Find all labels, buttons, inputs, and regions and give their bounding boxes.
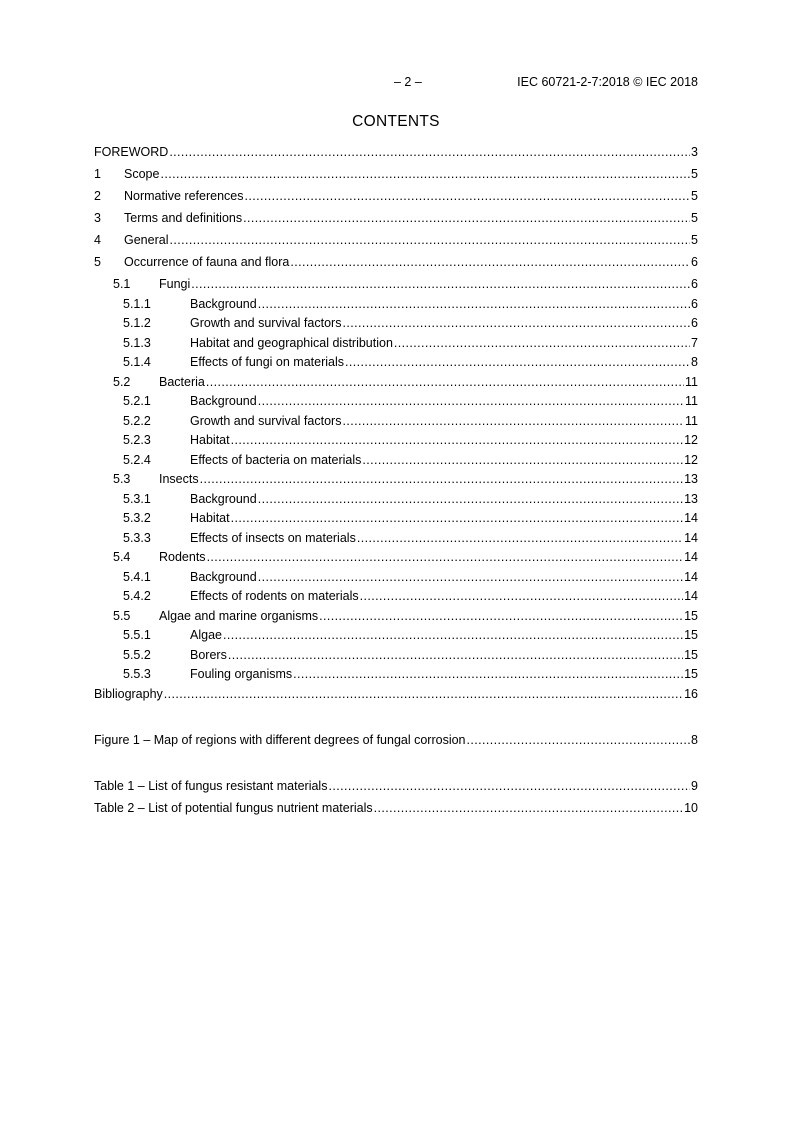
table-of-contents: [94, 144, 698, 822]
toc-dot-leader: [206, 374, 684, 390]
toc-entry-page: 11: [685, 413, 698, 428]
toc-entry[interactable]: [94, 276, 698, 296]
toc-entry-number: 5.1.4: [123, 355, 151, 369]
toc-entry-page: 8: [691, 355, 698, 369]
toc-entry[interactable]: [94, 627, 698, 647]
toc-entry-number: 5.4.2: [123, 589, 151, 603]
toc-spacer: [94, 754, 698, 778]
toc-entry[interactable]: [94, 432, 698, 452]
toc-entry-page: 14: [684, 511, 698, 525]
toc-entry-title: Effects of fungi on materials: [190, 355, 345, 369]
toc-entry-page: 8: [691, 732, 698, 747]
toc-entry-title: Algae and marine organisms: [159, 608, 319, 623]
toc-entry-page: 6: [691, 255, 698, 269]
toc-entry[interactable]: [94, 144, 698, 166]
toc-entry-number: 2: [94, 189, 101, 203]
toc-entry-title: Table 2 – List of potential fungus nutrient materials: [94, 800, 373, 815]
toc-entry-page: 16: [684, 686, 698, 701]
toc-dot-leader: [258, 569, 683, 585]
toc-dot-leader: [374, 800, 683, 816]
toc-entry-title: Borers: [190, 647, 227, 662]
toc-entry-title: FOREWORD: [94, 145, 169, 159]
toc-entry[interactable]: [94, 335, 698, 355]
toc-dot-leader: [200, 471, 683, 487]
toc-entry-title: Fouling organisms: [190, 667, 293, 681]
toc-section-list: [94, 144, 698, 708]
toc-entry-number: 5.3: [113, 472, 131, 486]
toc-dot-leader: [245, 188, 691, 204]
toc-entry[interactable]: [94, 393, 698, 413]
toc-entry-page: 15: [684, 608, 698, 623]
toc-entry-title: Effects of bacteria on materials: [190, 452, 362, 467]
toc-dot-leader: [328, 778, 690, 794]
toc-entry-number: 5.5.2: [123, 647, 151, 662]
toc-entry-page: 15: [684, 667, 698, 681]
toc-entry-page: 5: [691, 211, 698, 225]
toc-dot-leader: [160, 166, 690, 182]
toc-entry-number: 5.4.1: [123, 569, 151, 584]
toc-entry[interactable]: [94, 732, 698, 754]
toc-entry-page: 3: [691, 145, 698, 159]
toc-entry[interactable]: [94, 778, 698, 800]
toc-entry-page: 14: [684, 589, 698, 603]
toc-entry-title: Background: [190, 491, 257, 506]
toc-entry-page: 5: [691, 233, 698, 247]
toc-entry-page: 12: [684, 452, 698, 467]
toc-entry-title: Occurrence of fauna and flora: [124, 255, 290, 269]
toc-entry[interactable]: [94, 549, 698, 569]
toc-entry-number: 5.2.1: [123, 394, 151, 408]
toc-entry-page: 6: [691, 277, 698, 291]
toc-dot-leader: [258, 296, 690, 312]
toc-entry-page: 5: [691, 189, 698, 203]
toc-dot-leader: [258, 491, 683, 507]
toc-entry-title: Growth and survival factors: [190, 316, 342, 330]
toc-dot-leader: [169, 232, 690, 248]
toc-entry-number: 5.2.3: [123, 433, 151, 447]
toc-dot-leader: [342, 413, 684, 429]
toc-entry[interactable]: [94, 471, 698, 491]
toc-entry[interactable]: [94, 686, 698, 708]
toc-entry-page: 14: [684, 530, 698, 545]
toc-entry-number: 5.4: [113, 550, 131, 564]
toc-entry-number: 3: [94, 211, 101, 225]
toc-entry-number: 5.2.2: [123, 413, 151, 428]
toc-dot-leader: [258, 393, 684, 409]
toc-dot-leader: [231, 432, 683, 448]
document-id: IEC 60721-2-7:2018 © IEC 2018: [517, 75, 698, 89]
toc-entry-page: 5: [691, 167, 698, 181]
toc-entry-page: 6: [691, 296, 698, 311]
toc-entry-title: Bibliography: [94, 686, 163, 701]
toc-entry-title: Bacteria: [159, 374, 205, 389]
toc-entry-page: 13: [684, 491, 698, 506]
toc-dot-leader: [362, 452, 683, 468]
toc-dot-leader: [169, 144, 690, 160]
toc-entry-title: Scope: [124, 167, 160, 181]
toc-entry-title: Rodents: [159, 550, 206, 564]
toc-entry[interactable]: [94, 315, 698, 335]
toc-entry-page: 10: [684, 800, 698, 815]
toc-dot-leader: [345, 354, 690, 370]
toc-entry[interactable]: [94, 510, 698, 530]
toc-dot-leader: [223, 627, 683, 643]
toc-entry[interactable]: [94, 530, 698, 550]
toc-dot-leader: [293, 666, 683, 682]
toc-entry-page: 14: [684, 569, 698, 584]
toc-entry-title: Figure 1 – Map of regions with different degrees of fungal corrosion: [94, 732, 466, 747]
toc-dot-leader: [357, 530, 683, 546]
toc-entry-title: Terms and definitions: [124, 211, 243, 225]
toc-entry-title: Habitat: [190, 511, 230, 525]
toc-entry[interactable]: [94, 188, 698, 210]
toc-entry-number: 5.2.4: [123, 452, 151, 467]
toc-dot-leader: [228, 647, 683, 663]
toc-entry-number: 5: [94, 255, 101, 269]
toc-dot-leader: [360, 588, 683, 604]
toc-dot-leader: [207, 549, 684, 565]
toc-entry[interactable]: [94, 491, 698, 511]
page-header: [94, 75, 698, 93]
toc-dot-leader: [191, 276, 690, 292]
toc-dot-leader: [467, 732, 691, 748]
toc-entry[interactable]: [94, 296, 698, 316]
toc-entry[interactable]: [94, 374, 698, 394]
toc-entry-title: Table 1 – List of fungus resistant materials: [94, 778, 328, 793]
toc-entry-title: Insects: [159, 472, 199, 486]
toc-entry[interactable]: [94, 608, 698, 628]
toc-entry-number: 5.1: [113, 277, 131, 291]
toc-entry-number: 1: [94, 167, 101, 181]
toc-entry-title: Habitat and geographical distribution: [190, 335, 393, 350]
toc-dot-leader: [164, 686, 683, 702]
toc-entry-number: 5.5.1: [123, 628, 151, 642]
toc-entry-title: Growth and survival factors: [190, 413, 342, 428]
toc-entry-title: Algae: [190, 628, 222, 642]
toc-entry-page: 14: [684, 550, 698, 564]
toc-entry[interactable]: [94, 210, 698, 232]
toc-entry-title: Normative references: [124, 189, 244, 203]
toc-entry[interactable]: [94, 569, 698, 589]
toc-entry-title: Background: [190, 569, 257, 584]
toc-entry-title: Effects of rodents on materials: [190, 589, 359, 603]
toc-entry-title: Effects of insects on materials: [190, 530, 356, 545]
toc-entry[interactable]: [94, 647, 698, 667]
toc-entry-page: 15: [684, 628, 698, 642]
toc-entry-title: Habitat: [190, 433, 230, 447]
toc-entry[interactable]: [94, 588, 698, 608]
toc-entry-number: 5.1.3: [123, 335, 151, 350]
toc-entry-page: 15: [684, 647, 698, 662]
toc-entry-number: 5.5: [113, 608, 131, 623]
toc-entry-title: Background: [190, 296, 257, 311]
toc-dot-leader: [319, 608, 683, 624]
toc-entry[interactable]: [94, 413, 698, 433]
toc-entry-number: 5.2: [113, 374, 131, 389]
toc-spacer: [94, 708, 698, 732]
toc-entry[interactable]: [94, 354, 698, 374]
toc-dot-leader: [290, 254, 690, 270]
toc-entry-page: 9: [691, 778, 698, 793]
toc-entry[interactable]: [94, 800, 698, 822]
toc-entry-number: 5.3.3: [123, 530, 151, 545]
toc-entry-title: Background: [190, 394, 257, 408]
page-number: – 2 –: [394, 75, 422, 89]
toc-entry-title: Fungi: [159, 277, 191, 291]
toc-entry[interactable]: [94, 452, 698, 472]
toc-dot-leader: [243, 210, 690, 226]
toc-dot-leader: [394, 335, 690, 351]
toc-entry-number: 5.5.3: [123, 667, 151, 681]
toc-entry[interactable]: [94, 232, 698, 254]
toc-entry[interactable]: [94, 166, 698, 188]
toc-entry-page: 13: [684, 472, 698, 486]
toc-entry-page: 11: [685, 394, 698, 408]
toc-dot-leader: [231, 510, 683, 526]
toc-entry-page: 12: [684, 433, 698, 447]
toc-entry-number: 4: [94, 233, 101, 247]
toc-entry[interactable]: [94, 666, 698, 686]
toc-figure-list: [94, 732, 698, 754]
toc-entry[interactable]: [94, 254, 698, 276]
toc-entry-title: General: [124, 233, 169, 247]
toc-table-list: [94, 778, 698, 822]
toc-entry-number: 5.3.2: [123, 511, 151, 525]
toc-entry-number: 5.1.2: [123, 316, 151, 330]
toc-entry-page: 7: [691, 335, 698, 350]
toc-dot-leader: [342, 315, 690, 331]
toc-entry-number: 5.1.1: [123, 296, 151, 311]
toc-entry-page: 11: [685, 374, 698, 389]
toc-entry-number: 5.3.1: [123, 491, 151, 506]
page-title: CONTENTS: [352, 113, 440, 130]
toc-entry-page: 6: [691, 316, 698, 330]
